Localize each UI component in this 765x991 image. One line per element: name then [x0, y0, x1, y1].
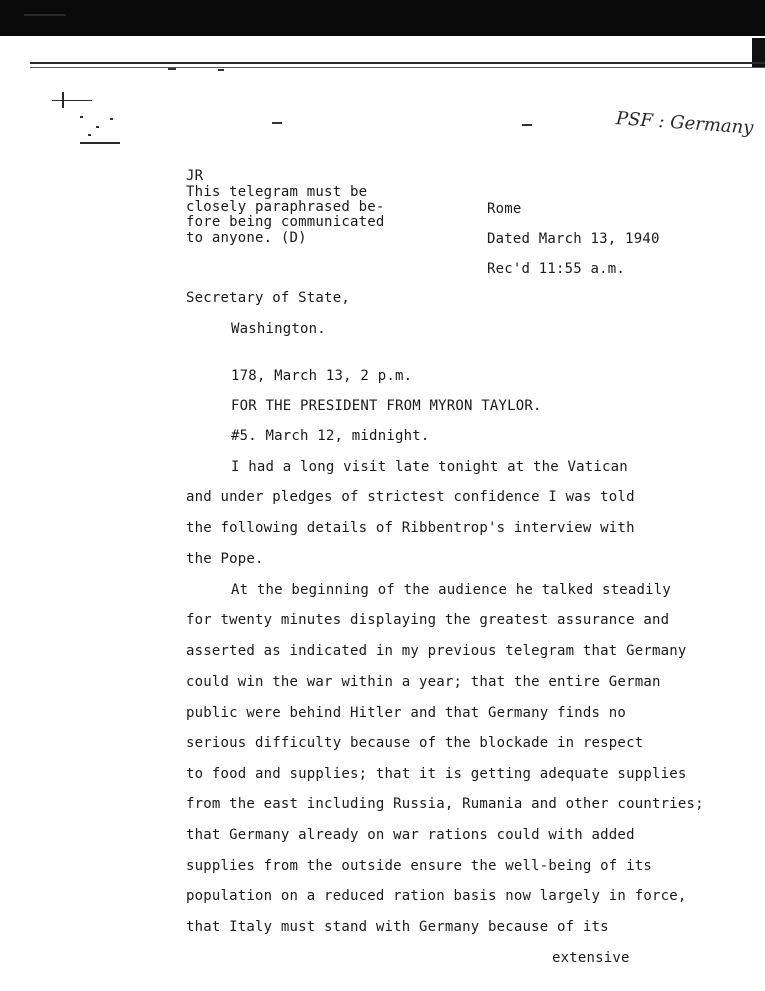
- scan-speck: [88, 134, 91, 136]
- margin-mark: [62, 92, 64, 108]
- message-number: #5. March 12, midnight.: [231, 428, 430, 444]
- body-line: to food and supplies; that it is getting adequate supplies: [186, 766, 687, 782]
- handwritten-file-note: PSF : Germany: [615, 108, 755, 139]
- scan-speck: [96, 126, 99, 128]
- scan-speck: [110, 118, 113, 120]
- body-line: serious difficulty because of the blockade in respect: [186, 735, 644, 751]
- addressee-title: Secretary of State,: [186, 290, 350, 306]
- margin-mark: [80, 142, 120, 144]
- scan-speck: [272, 122, 282, 124]
- routing-code: JR: [186, 168, 204, 184]
- body-line: At the beginning of the audience he talked steadily: [231, 582, 672, 598]
- body-line: the following details of Ribbentrop's interview with: [186, 520, 635, 536]
- scan-top-gap: [0, 36, 765, 50]
- body-line: and under pledges of strictest confidence I was told: [186, 489, 635, 505]
- addressee-city: Washington.: [231, 321, 326, 337]
- body-line: the Pope.: [186, 551, 264, 567]
- received-line: Rec'd 11:55 a.m.: [487, 261, 626, 277]
- scan-top-border: [0, 0, 765, 36]
- body-line: I had a long visit late tonight at the Vatican: [231, 459, 628, 475]
- body-line: public were behind Hitler and that Germany finds no: [186, 705, 627, 721]
- margin-mark: [52, 100, 92, 101]
- scan-speck: [80, 116, 83, 118]
- body-line: that Germany already on war rations could with added: [186, 827, 635, 843]
- body-line: population on a reduced ration basis now largely in force,: [186, 888, 687, 904]
- page-rule-secondary: [30, 67, 765, 68]
- page-rule: [30, 62, 765, 64]
- notice-line: fore being communicated: [186, 214, 385, 230]
- body-line: asserted as indicated in my previous telegram that Germany: [186, 643, 687, 659]
- margin-mark: [24, 14, 66, 16]
- notice-line: This telegram must be: [186, 184, 368, 200]
- body-line: supplies from the outside ensure the well-being of its: [186, 858, 652, 874]
- body-line: from the east including Russia, Rumania and other countries;: [186, 796, 704, 812]
- date-line: Dated March 13, 1940: [487, 231, 660, 247]
- scan-speck: [218, 69, 224, 71]
- scan-speck: [522, 124, 532, 126]
- notice-line: closely paraphrased be-: [186, 199, 385, 215]
- body-line: for twenty minutes displaying the greatest assurance and: [186, 612, 670, 628]
- scan-speck: [168, 68, 176, 70]
- body-line: that Italy must stand with Germany because of its: [186, 919, 609, 935]
- catchword: extensive: [552, 950, 630, 966]
- place: Rome: [487, 201, 522, 217]
- notice-line: to anyone. (D): [186, 230, 307, 246]
- body-line: could win the war within a year; that the entire German: [186, 674, 661, 690]
- message-reference: 178, March 13, 2 p.m.: [231, 368, 413, 384]
- message-for: FOR THE PRESIDENT FROM MYRON TAYLOR.: [231, 398, 542, 414]
